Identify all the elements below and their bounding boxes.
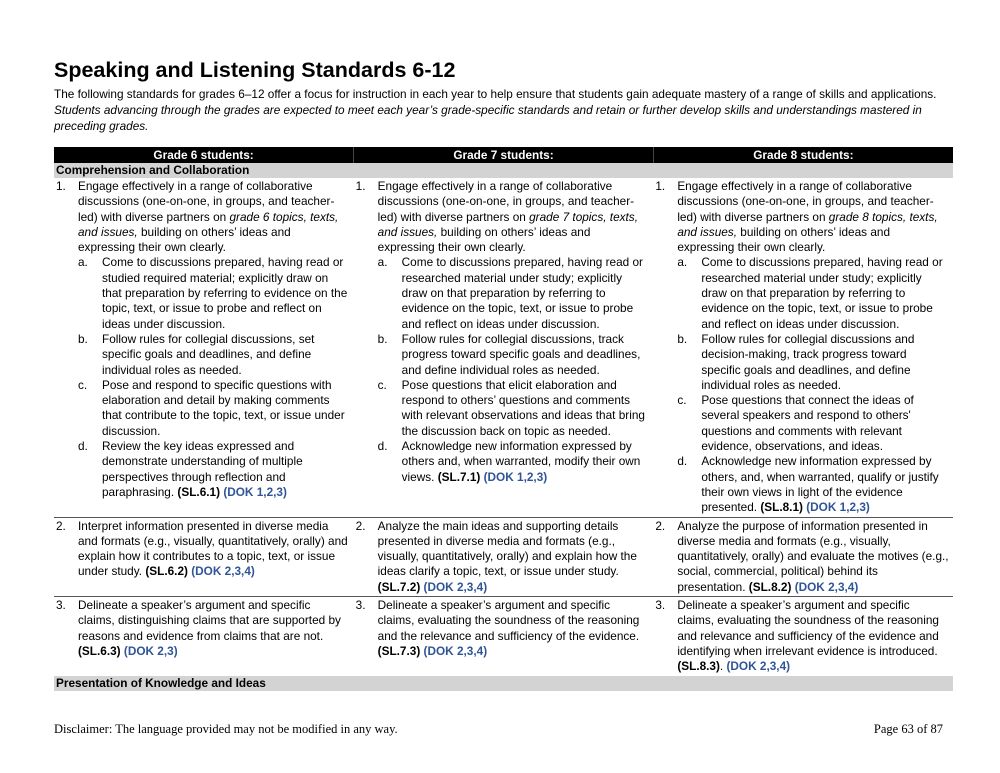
- section-title: Presentation of Knowledge and Ideas: [54, 676, 953, 691]
- item-text: Delineate a speaker’s argument and specific claims, evaluating the soundness of the reasoning and relevance and sufficiency of the evidence and identifying when irrelevant evidence is introduced.: [677, 598, 939, 658]
- sub-text: Come to discussions prepared, having read or researched material under study; explicitly draw on that preparation by referring to evidence on the topic, text, or issue to probe and reflect on ideas under discussion.: [401, 255, 643, 331]
- sub-text: Acknowledge new information expressed by others, and, when warranted, qualify or justify their own views in light of the evidence presented.: [701, 454, 939, 515]
- disclaimer-text: Disclaimer: The language provided may not be modified in any way.: [54, 722, 398, 736]
- sub-body: [102, 439, 350, 500]
- standard-cell: [653, 178, 953, 517]
- item-text: Analyze the main ideas and supporting details presented in diverse media and formats (e.g., visually, quantitatively, orally) and explain how the ideas clarify a topic, text, or issue under study.: [377, 518, 637, 579]
- standard-code: (SL.8.2): [748, 579, 792, 594]
- dok-level: (DOK 2,3,4): [191, 564, 255, 579]
- sub-text: Acknowledge new information expressed by others and, when warranted, modify their own views.: [401, 439, 641, 484]
- item-emphasis: grade 6 topics, texts, and issues,: [78, 209, 339, 239]
- standard-item: [655, 519, 949, 595]
- document-page: [54, 57, 953, 691]
- table-header-row: [54, 147, 953, 163]
- item-body: [78, 179, 350, 255]
- item-number: 2.: [56, 518, 66, 533]
- standards-table: [54, 147, 953, 691]
- item-body: [677, 598, 949, 674]
- sub-item: [677, 454, 949, 515]
- section-title: Comprehension and Collaboration: [54, 163, 953, 178]
- item-emphasis: grade 8 topics, texts, and issues,: [677, 209, 938, 239]
- table-row: [54, 517, 953, 596]
- sub-letter: d.: [677, 454, 688, 469]
- item-text: Engage effectively in a range of collaborative discussions (one-on-one, in groups, and teacher-led) with diverse partners on: [677, 179, 934, 224]
- standard-cell: [653, 517, 953, 596]
- sub-text: Pose and respond to specific questions with elaboration and detail by making comments that contribute to the topic, text, or issue under discussion.: [102, 377, 345, 438]
- standard-item: [356, 598, 650, 659]
- sub-item: [378, 332, 650, 378]
- section-row-presentation: [54, 676, 953, 691]
- sub-letter: c.: [677, 393, 687, 408]
- standard-item: [56, 519, 350, 580]
- table-row: [54, 178, 953, 517]
- item-number: 2.: [655, 518, 666, 533]
- item-text: Delineate a speaker’s argument and specific claims, evaluating the soundness of the reasoning and the relevance and sufficiency of the evidence.: [377, 598, 640, 643]
- standard-code: (SL.7.3): [377, 643, 421, 658]
- item-text: Engage effectively in a range of collaborative discussions (one-on-one, in groups, and teacher-led) with diverse partners on: [377, 179, 635, 224]
- sub-text: Follow rules for collegial discussions and decision-making, track progress toward specific goals and deadlines, and define individual roles as needed.: [701, 331, 915, 392]
- item-number: 3.: [355, 598, 366, 613]
- item-body: [677, 179, 949, 255]
- item-number: 2.: [355, 518, 366, 533]
- separator: .: [719, 659, 727, 674]
- table-row: [54, 597, 953, 676]
- dok-level: (DOK 2,3,4): [794, 579, 859, 594]
- item-text: Delineate a speaker’s argument and specific claims, distinguishing claims that are supported by reasons and evidence from claims that are not.: [78, 598, 341, 643]
- page-title: Speaking and Listening Standards 6-12: [54, 58, 456, 82]
- sub-text: Review the key ideas expressed and demonstrate understanding of multiple perspectives through reflection and paraphrasing.: [102, 439, 303, 499]
- sub-letter: a.: [377, 255, 388, 270]
- item-body: [378, 179, 650, 255]
- sub-letter: b.: [377, 331, 388, 346]
- intro-italic-text: Students advancing through the grades are expected to meet each year’s grade-specific standards and retain or further develop skills and understandings mastered in preceding grades.: [54, 103, 922, 133]
- sub-text: Follow rules for collegial discussions, track progress toward specific goals and deadlines, and define individual roles as needed.: [401, 331, 641, 377]
- standard-code: (SL.6.3): [78, 643, 121, 658]
- item-text: building on others’ ideas and expressing their own clearly.: [78, 224, 291, 255]
- item-text: building on others’ ideas and expressing their own clearly.: [377, 224, 591, 255]
- standard-item: [356, 179, 650, 255]
- item-body: [378, 519, 650, 595]
- standard-item: [56, 179, 350, 255]
- dok-level: (DOK 2,3,4): [423, 579, 488, 594]
- sub-item: [378, 255, 650, 331]
- sub-item: [78, 378, 350, 439]
- standard-cell: [54, 517, 354, 596]
- sub-item: [677, 255, 949, 331]
- item-body: [78, 519, 350, 580]
- sub-letter: a.: [677, 255, 688, 270]
- sub-text: Come to discussions prepared, having read or researched material under study; explicitly draw on that preparation by referring to evidence on the topic, text, or issue to probe and reflect on ideas under discussion.: [701, 255, 943, 331]
- dok-level: (DOK 1,2,3): [483, 469, 548, 484]
- dok-level: (DOK 2,3,4): [423, 643, 488, 658]
- item-body: [78, 598, 350, 659]
- sub-item: [78, 439, 350, 500]
- standard-item: [655, 598, 949, 674]
- sub-letter: c.: [78, 377, 88, 392]
- item-emphasis: grade 7 topics, texts, and issues,: [377, 209, 638, 239]
- item-number: 3.: [56, 598, 66, 613]
- standard-cell: [54, 597, 354, 676]
- item-body: [378, 598, 650, 659]
- dok-level: (DOK 1,2,3): [806, 500, 870, 515]
- item-text: Engage effectively in a range of collaborative discussions (one-on-one, in groups, and teacher-led) with diverse partners on: [78, 179, 335, 224]
- standard-item: [356, 519, 650, 595]
- standard-cell: [653, 597, 953, 676]
- sub-body: [701, 454, 949, 515]
- sub-letter: d.: [377, 439, 388, 454]
- sub-item: [677, 332, 949, 393]
- standard-code: (SL.8.1): [760, 500, 803, 515]
- page-footer: [54, 722, 943, 737]
- intro-paragraph: [54, 86, 953, 134]
- standard-code: (SL.6.1): [177, 484, 221, 499]
- sub-text: Come to discussions prepared, having read or studied required material; explicitly draw on that preparation by referring to evidence on the topic, text, or issue to probe and reflect on ideas under discussion.: [102, 255, 348, 331]
- standard-cell: [354, 517, 654, 596]
- item-text: Analyze the purpose of information presented in diverse media and formats (e.g., visually, quantitatively, orally) and evaluate the motives (e.g., social, commercial, political) behind its presentation.: [677, 518, 949, 594]
- sub-text: Pose questions that connect the ideas of several speakers and respond to others' questions and comments with relevant evidence, observations, and ideas.: [701, 393, 914, 454]
- item-number: 1.: [655, 179, 666, 193]
- sub-item: [378, 439, 650, 485]
- sub-letter: a.: [78, 255, 88, 270]
- standard-item: [56, 598, 350, 659]
- column-header-grade-7: Grade 7 students:: [354, 147, 654, 163]
- sub-item: [78, 332, 350, 378]
- item-number: 3.: [655, 598, 666, 613]
- standard-code: (SL.7.2): [377, 579, 421, 594]
- dok-level: (DOK 2,3): [123, 643, 178, 658]
- item-number: 1.: [355, 179, 366, 193]
- item-number: 1.: [56, 179, 66, 193]
- sub-letter: b.: [677, 331, 688, 346]
- sub-text: Pose questions that elicit elaboration and respond to others’ questions and comments with relevant observations and ideas that bring the discussion back on topic as needed.: [401, 377, 645, 438]
- dok-level: (DOK 1,2,3): [223, 484, 287, 499]
- standard-cell: [354, 178, 654, 517]
- page-number: Page 63 of 87: [873, 722, 943, 736]
- item-text: Interpret information presented in diverse media and formats (e.g., visually, quantitatively, orally) and explain how it contributes to a topic, text, or issue under study.: [78, 518, 348, 579]
- sub-letter: d.: [78, 439, 88, 454]
- standard-code: (SL.7.1): [437, 469, 481, 484]
- intro-text: The following standards for grades 6–12 offer a focus for instruction in each year to help ensure that students gain adequate mastery of a range of skills and applications.: [54, 87, 937, 101]
- column-header-grade-6: Grade 6 students:: [54, 147, 354, 163]
- sub-item: [378, 378, 650, 439]
- sub-body: [402, 439, 650, 485]
- sub-text: Follow rules for collegial discussions, set specific goals and deadlines, and define individual roles as needed.: [102, 331, 315, 377]
- section-row-comprehension: [54, 163, 953, 178]
- standard-cell: [354, 597, 654, 676]
- standard-code: (SL.8.3): [677, 659, 720, 674]
- standard-item: [655, 179, 949, 255]
- dok-level: (DOK 2,3,4): [726, 659, 791, 674]
- item-body: [677, 519, 949, 595]
- sub-letter: b.: [78, 331, 88, 346]
- sub-letter: c.: [377, 377, 387, 392]
- sub-item: [677, 393, 949, 454]
- column-header-grade-8: Grade 8 students:: [653, 147, 953, 163]
- standard-code: (SL.6.2): [145, 564, 188, 579]
- sub-item: [78, 255, 350, 331]
- standard-cell: [54, 178, 354, 517]
- item-text: building on others’ ideas and expressing their own clearly.: [677, 224, 891, 255]
